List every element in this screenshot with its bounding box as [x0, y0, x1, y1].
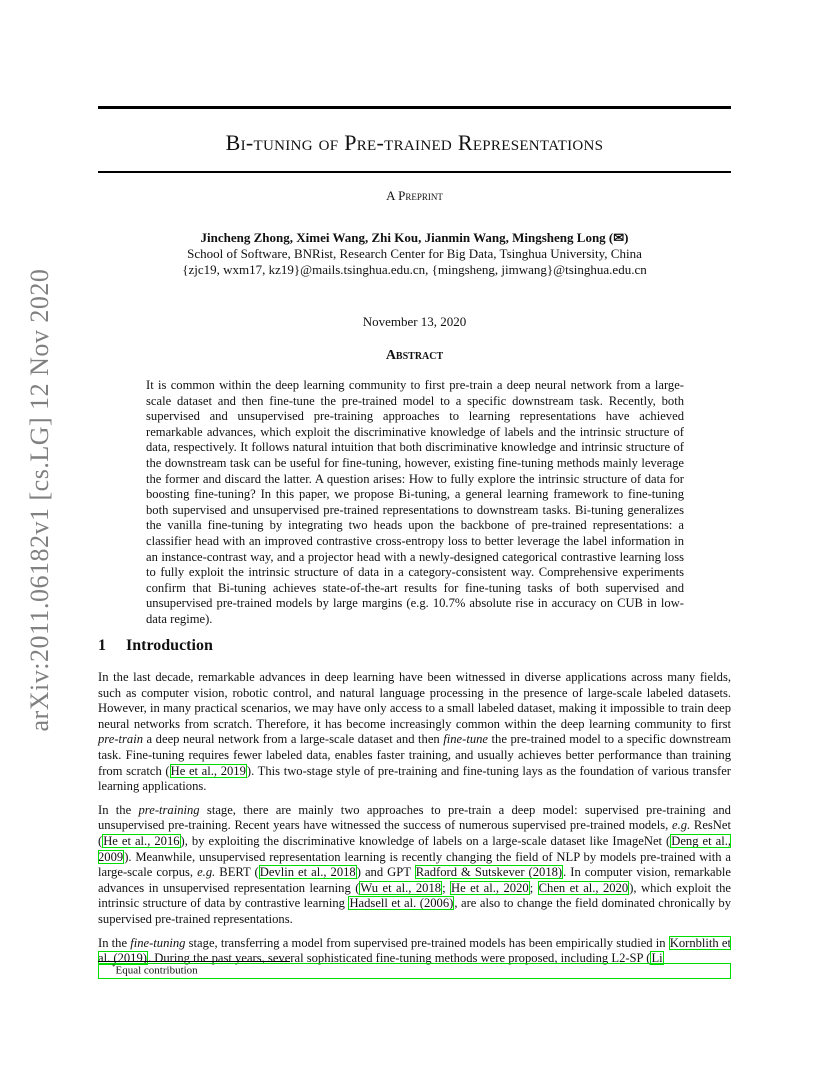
preprint-label: A Preprint	[386, 188, 443, 203]
citation-link[interactable]: Deng et al., 2009	[98, 833, 731, 864]
author-emails: {zjc19, wxm17, kz19}@mails.tsinghua.edu.cn, {mingsheng, jimwang}@tsinghua.edu.cn	[182, 262, 647, 277]
text-italic: fine-tune	[443, 732, 489, 747]
text-run: In the	[98, 935, 131, 950]
author-list: Jincheng Zhong, Ximei Wang, Zhi Kou, Jianmin Wang, Mingsheng Long (✉)	[200, 230, 629, 245]
text-run: stage, transferring a model from supervised pre-trained models has been empirically studied in	[185, 935, 669, 950]
citation-link[interactable]: Chen et al., 2020	[538, 880, 629, 895]
text-italic: e.g.	[197, 865, 216, 880]
text-run: , are also to change the field dominated chronically by supervised pre-trained representations.	[98, 896, 731, 926]
text-run: ), which exploit the intrinsic structure of data by contrastive learning	[98, 880, 732, 911]
footnote-rule	[98, 961, 290, 962]
citation-link[interactable]: Hadsell et al. (2006)	[349, 896, 454, 911]
section-heading-introduction	[98, 637, 213, 655]
title-top-rule	[98, 106, 731, 109]
introduction-body	[98, 670, 731, 975]
text-italic: e.g.	[672, 818, 691, 833]
text-run: . During the past years, several sophisticated fine-tuning methods were proposed, including L2-SP (	[147, 951, 651, 966]
text-run: . In computer vision, remarkable advances in unsupervised representation learning (	[98, 865, 731, 895]
text-run: ), by exploiting the discriminative knowledge of labels on a large-scale dataset like ImageNet (	[180, 833, 671, 848]
abstract-heading: Abstract	[385, 348, 444, 363]
text-run: ;	[529, 880, 538, 895]
abstract-text: It is common within the deep learning community to first pre-train a deep neural network from a large-scale dataset and then fine-tune the pre-trained model to a specific downstream task. Recently, both supervised and unsupervised pre-training approaches to learning representations have achieved remarkable advances, which exploit the discriminative knowledge of labels and the intrinsic structure of data, respectively. It follows natural intuition that both discriminative knowledge and intrinsic structure of the downstream task can be useful for fine-tuning, however, existing fine-tuning methods mainly leverage the former and discard the latter. A question arises: How to fully explore the intrinsic structure of data for boosting fine-tuning? In this paper, we propose Bi-tuning, a general learning framework to fine-tuning both supervised and unsupervised pre-trained representations to downstream tasks. Bi-tuning generalizes the vanilla fine-tuning by integrating two heads upon the backbone of pre-trained representations: a classifier head with an improved contrastive cross-entropy loss to better leverage the label information in an instance-contrast way, and a projector head with a newly-designed categorical contrastive learning loss to fully exploit the intrinsic structure of data in a category-consistent way. Comprehensive experiments confirm that Bi-tuning achieves state-of-the-art results for fine-tuning tasks of both supervised and unsupervised pre-trained models by large margins (e.g. 10.7% absolute rise in accuracy on CUB in low-data regime).	[146, 378, 684, 626]
paper-date: November 13, 2020	[362, 314, 467, 329]
affiliation: School of Software, BNRist, Research Center for Big Data, Tsinghua University, China	[187, 246, 642, 261]
text-run: ). Meanwhile, unsupervised representation learning is recently changing the field of NLP by models pre-trained with a large-scale corpus,	[98, 849, 731, 880]
paragraph-2	[98, 803, 731, 928]
citation-link[interactable]: Li	[651, 951, 663, 966]
citation-link[interactable]: Devlin et al., 2018	[259, 865, 356, 880]
text-run: a deep neural network from a large-scale dataset and then	[143, 732, 444, 747]
footnote-mark: *	[112, 963, 116, 971]
citation-link[interactable]: Wu et al., 2018	[360, 880, 442, 895]
footnote[interactable]	[98, 963, 731, 979]
footnote-text: Equal contribution	[115, 964, 198, 977]
text-italic: fine-tuning	[130, 935, 186, 950]
paragraph-3	[98, 936, 731, 967]
paper-title: Bi-tuning of Pre-trained Representations	[225, 130, 604, 155]
paragraph-1	[98, 670, 731, 795]
section-title: Introduction	[126, 637, 213, 654]
arxiv-stamp: arXiv:2011.06182v1 [cs.LG] 12 Nov 2020	[25, 268, 54, 732]
text-run: ResNet (	[98, 818, 731, 848]
citation-link[interactable]: Radford & Sutskever (2018)	[415, 865, 563, 880]
section-number: 1	[98, 637, 106, 654]
text-run: In the last decade, remarkable advances in deep learning have been witnessed in diverse applications across many fields, such as computer vision, robotic control, and natural language processing in the presence of large-scale labeled datasets. However, in many practical scenarios, we may have only access to a small labeled dataset, making it impossible to train deep neural networks from scratch. Therefore, it has become increasingly common within the deep learning community to first	[98, 670, 731, 731]
text-run: ). This two-stage style of pre-training and fine-tuning lays as the foundation of various transfer learning applications.	[98, 763, 731, 794]
text-run: the pre-trained model to a specific downstream task. Fine-tuning requires fewer labeled data, enables faster training, and usually achieves better performance than training from scratch (	[98, 732, 731, 778]
text-run: BERT (	[215, 865, 259, 880]
text-italic: pre-train	[98, 732, 144, 747]
text-run: ) and GPT	[356, 865, 415, 880]
affiliation-block	[98, 246, 731, 278]
citation-link[interactable]: He et al., 2016	[103, 833, 180, 848]
citation-link[interactable]: He et al., 2019	[170, 763, 246, 778]
title-bottom-rule	[98, 171, 731, 173]
citation-link[interactable]: He et al., 2020	[451, 880, 529, 895]
text-run: stage, there are mainly two approaches to pre-train a deep model: supervised pre-training and unsupervised pre-training. Recent years have witnessed the success of numerous supervised pre-trained models,	[98, 802, 731, 833]
text-italic: pre-training	[138, 802, 200, 817]
text-run: In the	[98, 802, 139, 817]
text-run: ;	[442, 880, 451, 895]
citation-link[interactable]: Kornblith et al. (2019)	[98, 935, 731, 966]
